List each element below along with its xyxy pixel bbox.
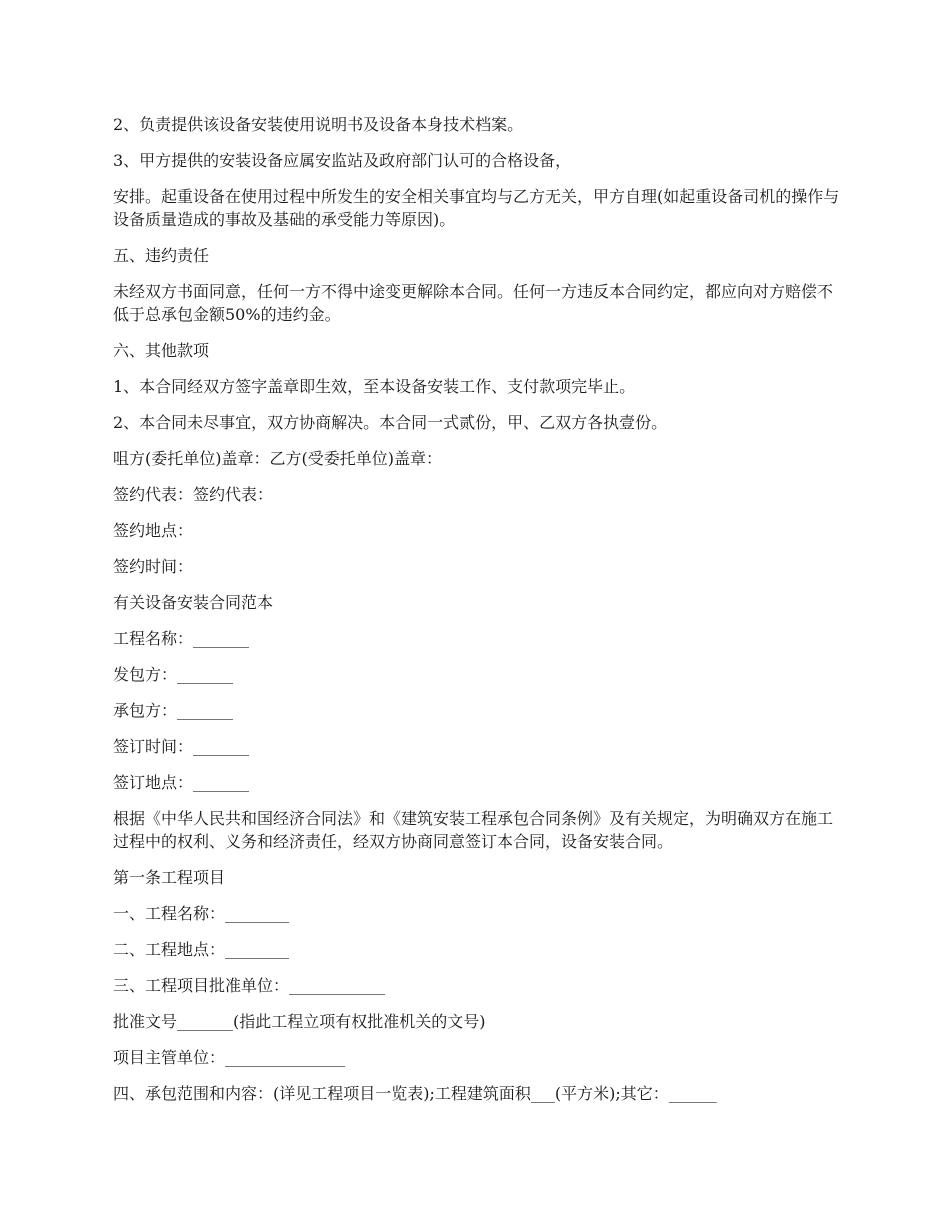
- article-heading: 第一条工程项目: [113, 868, 226, 887]
- project-name-field: 工程名称：_______: [113, 629, 250, 648]
- paragraph: 未经双方书面同意，任何一方不得中途变更解除本合同。任何一方违反本合同约定，都应向对方赔偿不低于总承包金额50%的违约金。: [113, 282, 834, 324]
- approval-unit-item: 三、工程项目批准单位：____________: [113, 976, 386, 995]
- signing-time-line: 签约时间：: [113, 557, 194, 576]
- paragraph: 安排。起重设备在使用过程中所发生的安全相关事宜均与乙方无关，甲方自理(如起重设备司机的操作与设备质量造成的事故及基础的承受能力等原因)。: [113, 187, 840, 229]
- template-title: 有关设备安装合同范本: [113, 593, 274, 612]
- project-location-item: 二、工程地点：________: [113, 940, 290, 959]
- section-heading: 五、违约责任: [113, 246, 210, 265]
- approval-number-item: 批准文号_______(指此工程立项有权批准机关的文号): [113, 1012, 486, 1031]
- paragraph: 1、本合同经双方签字盖章即生效，至本设备安装工作、支付款项完毕止。: [113, 377, 636, 396]
- paragraph: 2、本合同未尽事宜，双方协商解决。本合同一式贰份，甲、乙双方各执壹份。: [113, 413, 668, 432]
- preamble-paragraph: 根据《中华人民共和国经济合同法》和《建筑安装工程承包合同条例》及有关规定，为明确双方在施工过程中的权利、义务和经济责任，经双方协商同意签订本合同，设备安装合同。: [113, 809, 834, 851]
- signing-place-line: 签约地点：: [113, 521, 194, 540]
- scope-item: 四、承包范围和内容：(详见工程项目一览表);工程建筑面积___(平方米);其它：______: [113, 1084, 717, 1103]
- signature-seal-line: 咀方(委托单位)盖章：乙方(受委托单位)盖章：: [113, 449, 442, 468]
- document-body: [113, 113, 843, 1118]
- employer-field: 发包方：_______: [113, 665, 234, 684]
- signature-representative-line: 签约代表：签约代表：: [113, 485, 274, 504]
- signing-date-field: 签订时间：_______: [113, 737, 250, 756]
- supervising-unit-item: 项目主管单位：_______________: [113, 1048, 346, 1067]
- section-heading: 六、其他款项: [113, 341, 210, 360]
- project-name-item: 一、工程名称：________: [113, 904, 290, 923]
- paragraph: 3、甲方提供的安装设备应属安监站及政府部门认可的合格设备，: [113, 151, 572, 170]
- contractor-field: 承包方：_______: [113, 701, 234, 720]
- signing-location-field: 签订地点：_______: [113, 773, 250, 792]
- paragraph: 2、负责提供该设备安装使用说明书及设备本身技术档案。: [113, 115, 524, 134]
